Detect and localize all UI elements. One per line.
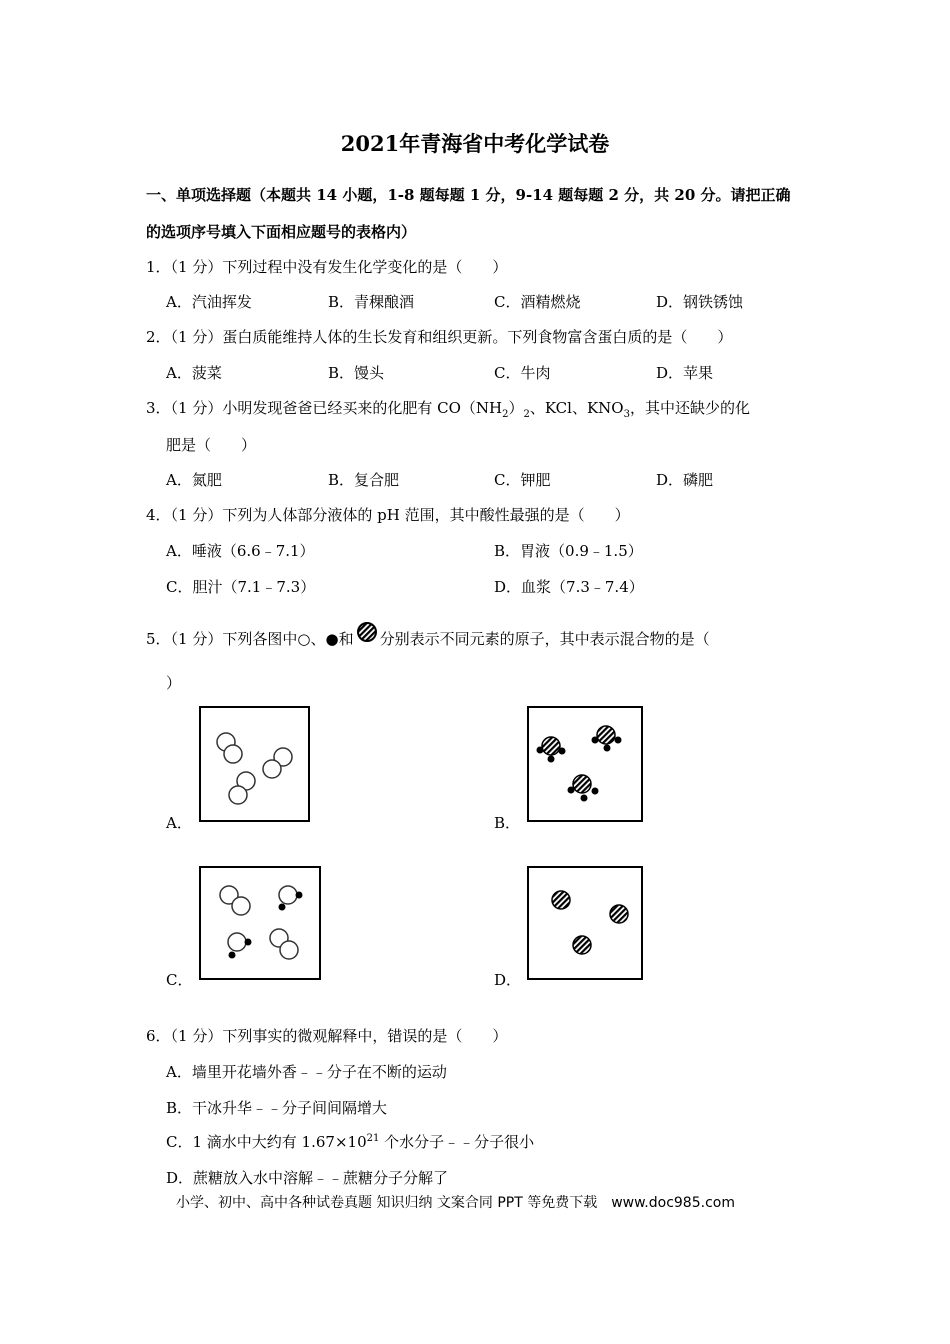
section-heading-line1: 一、单项选择题（本题共 14 小题，1-8 题每题 1 分，9-14 题每题 2 分，共 20 分。请把正确 xyxy=(146,186,791,204)
section-heading-line2: 的选项序号填入下面相应题号的表格内） xyxy=(146,223,417,241)
hatched-circle-symbol xyxy=(355,622,379,646)
q3-option-d: D．磷肥 xyxy=(656,471,714,489)
q5-label-c: C． xyxy=(166,971,193,989)
diagram-d xyxy=(527,866,643,980)
q3-option-b: B．复合肥 xyxy=(328,471,400,489)
q1-option-c: C．酒精燃烧 xyxy=(494,293,581,311)
question-5-stem-line2: ） xyxy=(166,674,182,692)
footer-watermark: 小学、初中、高中各种试卷真题 知识归纳 文案合同 PPT 等免费下载 www.doc985.com xyxy=(176,1195,735,1211)
q4-option-b: B．胃液（0.9﹣1.5） xyxy=(494,542,643,560)
q4-option-d: D．血浆（7.3﹣7.4） xyxy=(494,578,644,596)
question-2-stem: 2．（1 分）蛋白质能维持人体的生长发育和组织更新。下列食物富含蛋白质的是（ ） xyxy=(146,328,733,346)
q5-label-d: D． xyxy=(494,971,522,989)
q2-option-c: C．牛肉 xyxy=(494,364,551,382)
question-3-stem: 3．（1 分）小明发现爸爸已经买来的化肥有 $CO(NH_2)_2$、KCl、$KNO_3$，其中还缺少的化 xyxy=(146,399,750,420)
q1-option-d: D．钢铁锈蚀 xyxy=(656,293,744,311)
q6-option-a: A．墙里开花墙外香﹣﹣分子在不断的运动 xyxy=(166,1063,447,1081)
q5-label-a: A． xyxy=(166,814,192,832)
q6-option-b: B．干冰升华﹣﹣分子间间隔增大 xyxy=(166,1099,388,1117)
filled-circle-symbol: ● xyxy=(325,630,339,648)
question-5-stem: 5．（1 分）下列各图中○、●和 分别表示不同元素的原子，其中表示混合物的是（ xyxy=(146,622,710,649)
q4-option-c: C．胆汁（7.1﹣7.3） xyxy=(166,578,316,596)
q3-option-a: A．氮肥 xyxy=(166,471,222,489)
question-3-stem-line2: 肥是（ ） xyxy=(166,436,257,454)
q3-option-c: C．钾肥 xyxy=(494,471,551,489)
question-1-stem: 1．（1 分）下列过程中没有发生化学变化的是（ ） xyxy=(146,258,508,276)
diagram-b xyxy=(527,706,643,822)
q5-label-b: B． xyxy=(494,814,521,832)
page-title: 2021年青海省中考化学试卷 xyxy=(340,131,610,156)
q4-option-a: A．唾液（6.6﹣7.1） xyxy=(166,542,315,560)
q1-option-b: B．青稞酿酒 xyxy=(328,293,415,311)
q2-option-a: A．菠菜 xyxy=(166,364,222,382)
diagram-a xyxy=(199,706,310,822)
q6-option-d: D．蔗糖放入水中溶解﹣﹣蔗糖分子分解了 xyxy=(166,1169,449,1187)
q2-option-d: D．苹果 xyxy=(656,364,714,382)
q1-option-a: A．汽油挥发 xyxy=(166,293,252,311)
question-6-stem: 6．（1 分）下列事实的微观解释中，错误的是（ ） xyxy=(146,1027,508,1045)
diagram-c xyxy=(199,866,321,980)
q6-option-c: C．1 滴水中大约有 $1.67\times 10^{21}$ 个水分子﹣﹣分子很小 xyxy=(166,1133,535,1151)
question-4-stem: 4．（1 分）下列为人体部分液体的 pH 范围，其中酸性最强的是（ ） xyxy=(146,506,630,524)
open-circle-symbol: ○ xyxy=(297,630,311,648)
q2-option-b: B．馒头 xyxy=(328,364,385,382)
